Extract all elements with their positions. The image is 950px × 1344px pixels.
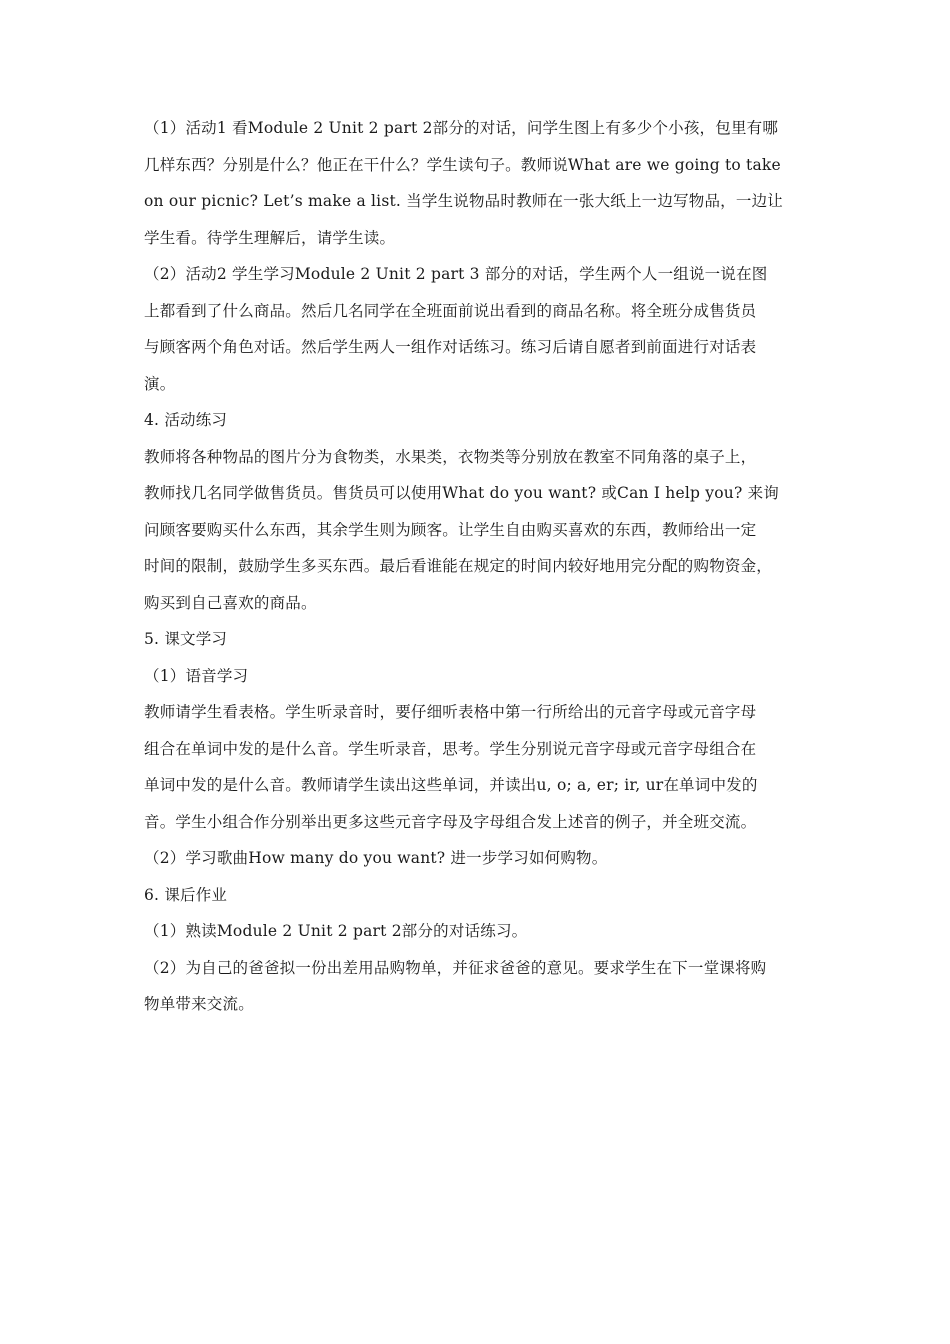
section-5-sub-1-heading: （1）语音学习 [144,666,249,685]
section-4-line-5: 购买到自己喜欢的商品。 [144,593,317,612]
section-6-heading: 6. 课后作业 [144,885,228,904]
section-4-line-3: 问顾客要购买什么东西，其余学生则为顾客。让学生自由购买喜欢的东西，教师给出一定 [144,520,757,539]
section-4-line-1: 教师将各种物品的图片分为食物类，水果类，衣物类等分别放在教室不同角落的桌子上， [144,447,757,466]
section-5-heading: 5. 课文学习 [144,630,228,648]
activity-2-line-3: 与顾客两个角色对话。然后学生两人一组作对话练习。练习后请自愿者到前面进行对话表 [144,338,757,356]
section-6-item-2-line-1: （2）为自己的爸爸拟一份出差用品购物单，并征求爸爸的意见。要求学生在下一堂课将购 [144,958,767,977]
section-5-line-2: 组合在单词中发的是什么音。学生听录音，思考。学生分别说元音字母或元音字母组合在 [144,739,757,758]
section-6-item-1: （1）熟读Module 2 Unit 2 part 2部分的对话练习。 [144,922,528,940]
activity-1-line-4: 学生看。待学生理解后，请学生读。 [144,228,396,247]
activity-2-line-2: 上都看到了什么商品。然后几名同学在全班面前说出看到的商品名称。将全班分成售货员 [144,301,757,320]
section-5-line-3: 单词中发的是什么音。教师请学生读出这些单词，并读出u, o; a, er; ir, ur在单词中发的 [144,776,758,794]
section-5-line-1: 教师请学生看表格。学生听录音时，要仔细听表格中第一行所给出的元音字母或元音字母 [144,703,757,721]
document-page [144,110,808,1023]
activity-1-line-2: 几样东西？分别是什么？他正在干什么？学生读句子。教师说What are we going to take [144,155,781,174]
activity-1-line-1: （1）活动1 看Module 2 Unit 2 part 2部分的对话，问学生图上有多少个小孩，包里有哪 [144,119,779,137]
section-5-sub-2: （2）学习歌曲How many do you want? 进一步学习如何购物。 [144,849,608,867]
activity-1-line-3: on our picnic? Let’s make a list. 当学生说物品时教师在一张大纸上一边写物品，一边让 [144,192,783,210]
section-4-heading: 4. 活动练习 [144,411,228,429]
section-6-item-2-line-2: 物单带来交流。 [144,995,254,1013]
section-4-line-2: 教师找几名同学做售货员。售货员可以使用What do you want? 或Can I help you? 来询 [144,484,779,502]
section-4-line-4: 时间的限制，鼓励学生多买东西。最后看谁能在规定的时间内较好地用完分配的购物资金， [144,557,773,575]
activity-2-line-4: 演。 [144,374,176,393]
activity-2-line-1: （2）活动2 学生学习Module 2 Unit 2 part 3 部分的对话，学生两个人一组说一说在图 [144,265,768,283]
section-5-line-4: 音。学生小组合作分别举出更多这些元音字母及字母组合发上述音的例子，并全班交流。 [144,812,757,831]
